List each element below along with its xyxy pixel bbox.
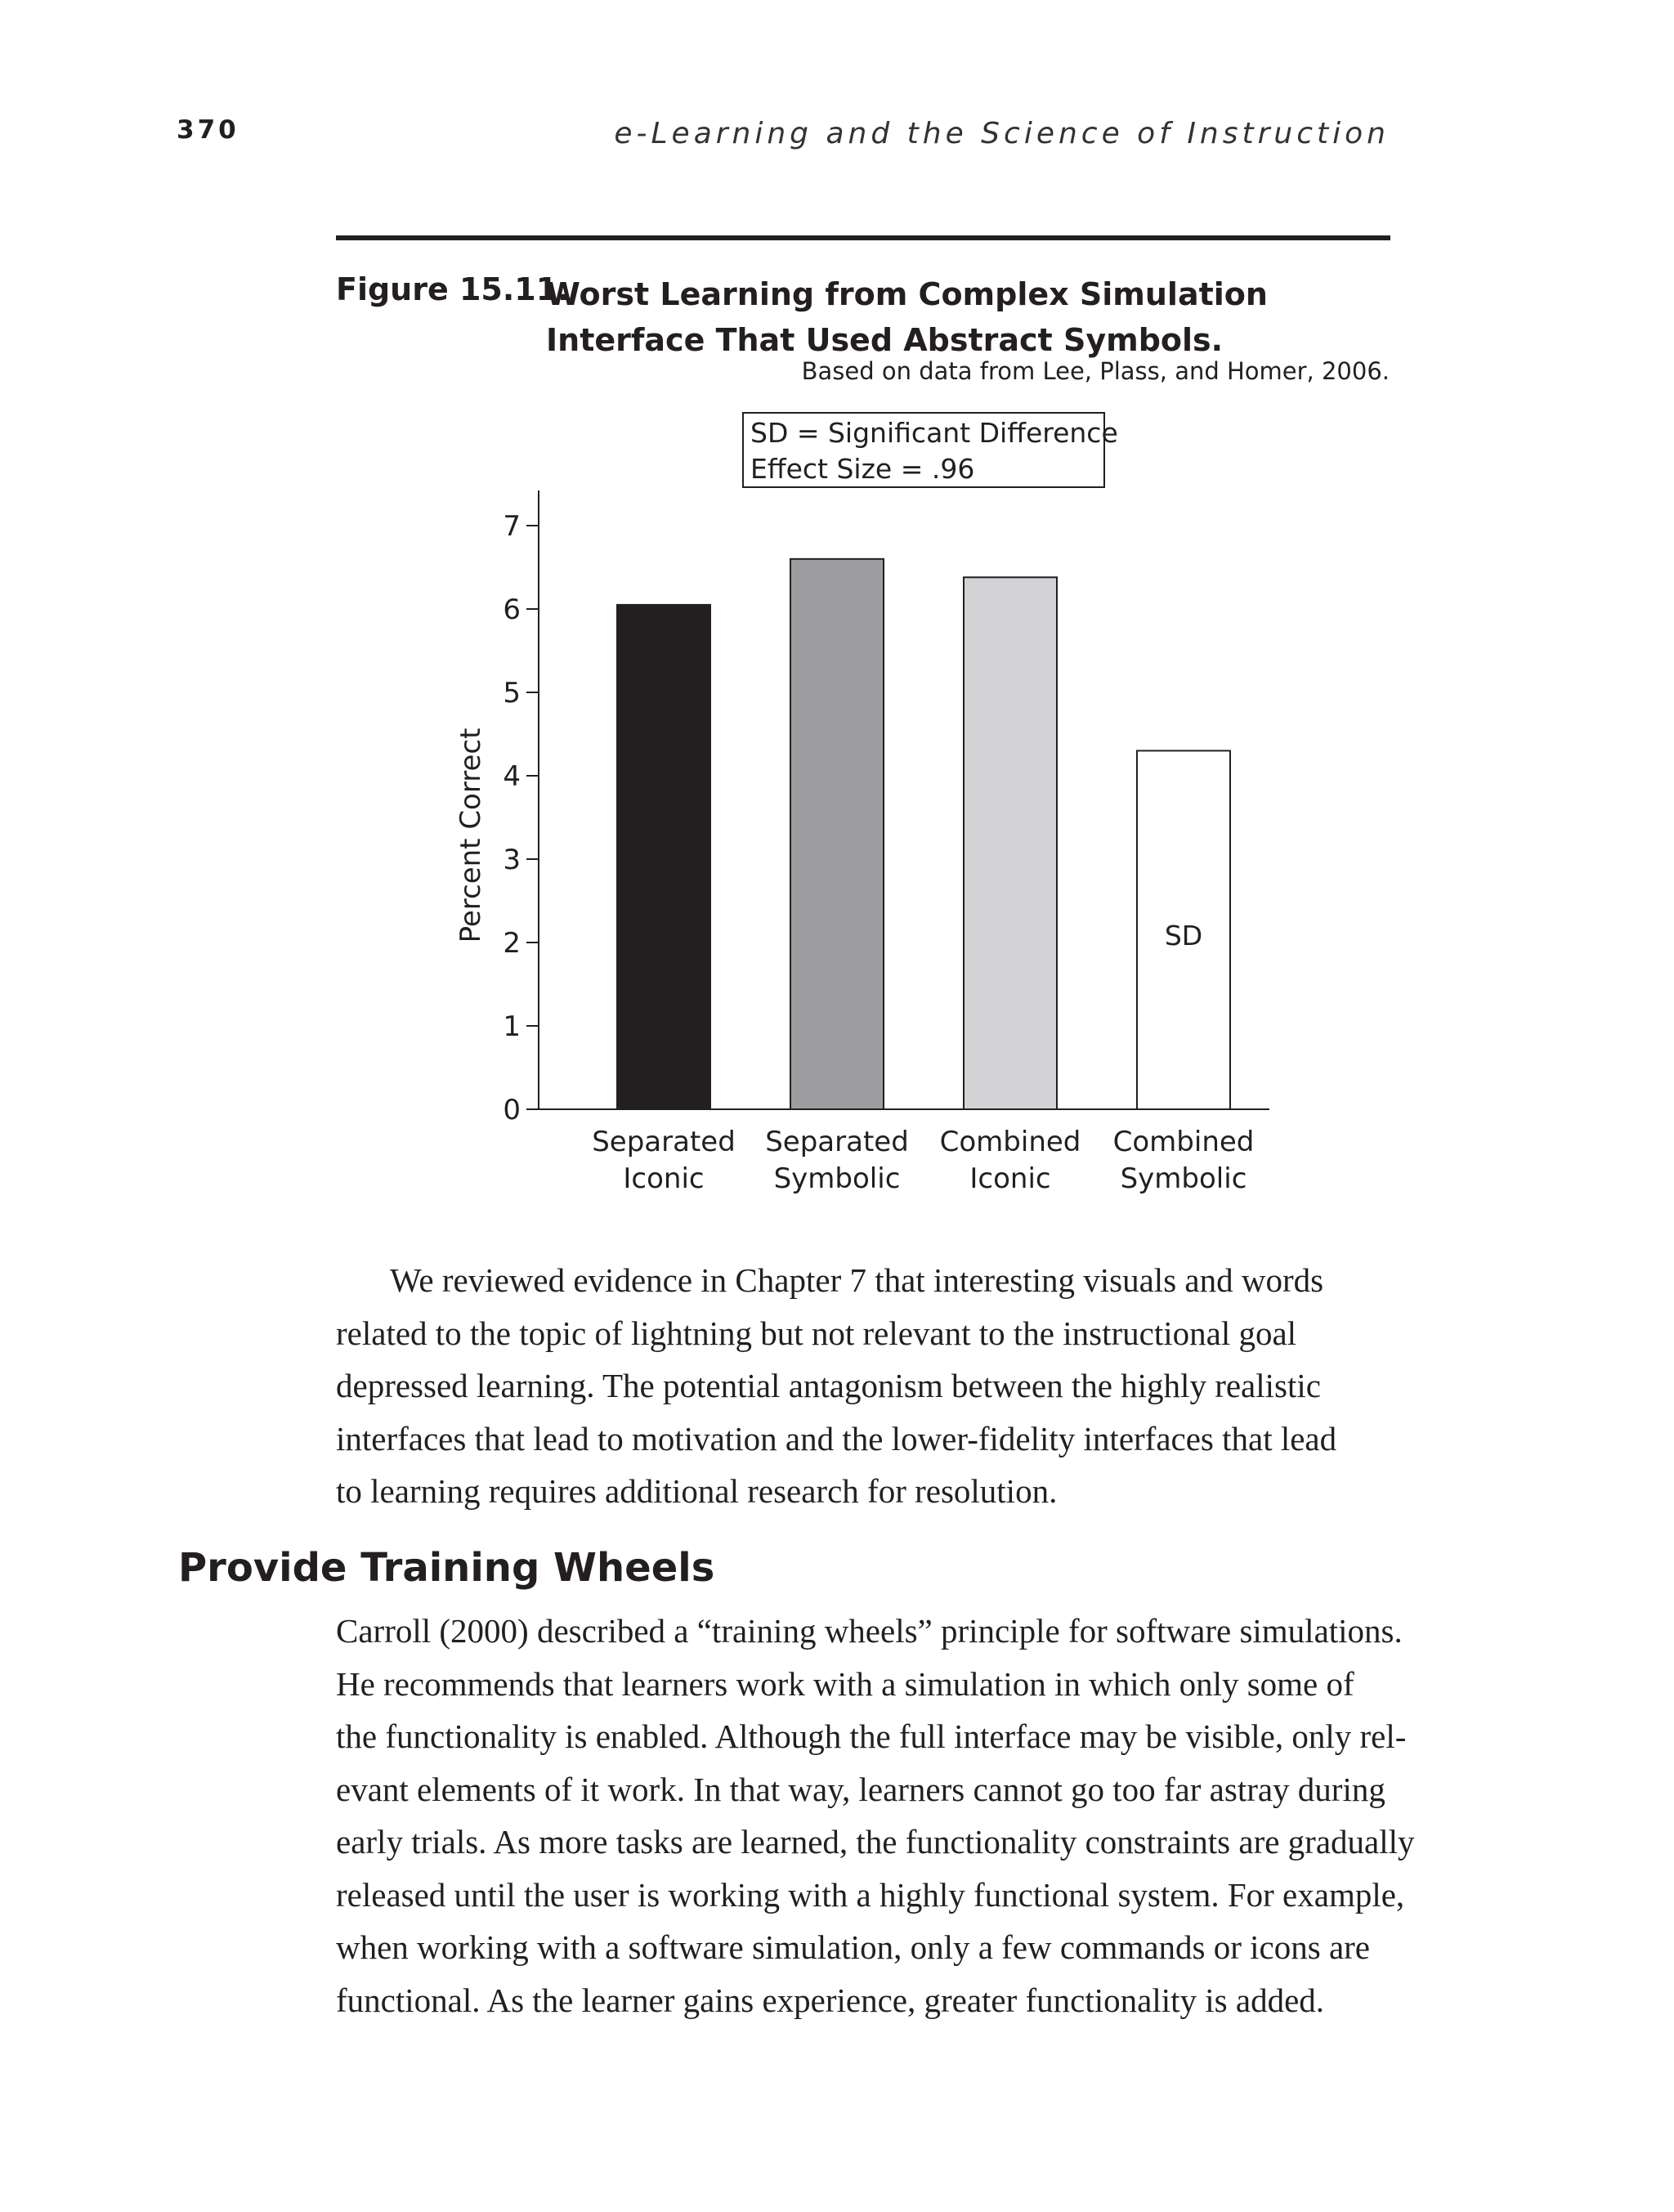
- figure-title: Worst Learning from Complex Simulation Interface That Used Abstract Symbols.: [546, 276, 1268, 358]
- y-axis-label: Percent Correct: [454, 728, 487, 943]
- text-line: interfaces that lead to motivation and the lower-fidelity interfaces that lead: [336, 1419, 1337, 1458]
- text-line: Carroll (2000) described a “training wheels” principle for software simulations.: [336, 1612, 1403, 1650]
- bar-annotation: SD: [1164, 920, 1203, 952]
- text-line: released until the user is working with a highly functional system. For example,: [336, 1875, 1405, 1914]
- bar-3: [964, 577, 1057, 1109]
- text-line: functional. As the learner gains experience, greater functionality is added.: [336, 1981, 1325, 2019]
- running-header: e-Learning and the Science of Instruction: [614, 117, 1390, 150]
- y-tick-label: 5: [503, 677, 521, 710]
- chart-legend-box: [743, 413, 1118, 487]
- figure-label: Figure 15.11.: [336, 271, 570, 307]
- x-category-label: Separated: [765, 1126, 909, 1158]
- text-line: early trials. As more tasks are learned, the functionality constraints are gradually: [336, 1823, 1415, 1860]
- text-line: related to the topic of lightning but not relevant to the instructional goal: [336, 1314, 1297, 1352]
- x-category-label: Iconic: [969, 1162, 1051, 1195]
- bar-1: [617, 605, 710, 1109]
- text-line: evant elements of it work. In that way, learners cannot go too far astray during: [336, 1770, 1385, 1808]
- x-category-label: Combined: [939, 1126, 1081, 1158]
- y-tick-label: 7: [503, 510, 521, 543]
- text-line: when working with a software simulation, only a few commands or icons are: [336, 1928, 1370, 1966]
- text-line: to learning requires additional research for resolution.: [336, 1472, 1058, 1510]
- figure-source: Based on data from Lee, Plass, and Homer, 2006.: [801, 357, 1390, 385]
- y-tick-label: 6: [503, 593, 521, 626]
- x-category-label: Symbolic: [773, 1162, 901, 1195]
- legend-line: SD = Significant Difference: [750, 417, 1118, 449]
- body-paragraph-1: [336, 1254, 1390, 1518]
- y-tick-label: 4: [503, 760, 521, 793]
- text-line: depressed learning. The potential antagonism between the highly realistic: [336, 1367, 1321, 1404]
- x-category-label: Separated: [592, 1126, 736, 1158]
- bar-2: [790, 559, 884, 1109]
- section-heading: Provide Training Wheels: [178, 1545, 715, 1591]
- text-line: the functionality is enabled. Although the full interface may be visible, only rel-: [336, 1717, 1407, 1755]
- page-number: 370: [177, 115, 239, 145]
- y-tick-label: 2: [503, 927, 521, 960]
- text-line: He recommends that learners work with a simulation in which only some of: [336, 1664, 1354, 1703]
- x-category-label: Combined: [1112, 1126, 1255, 1158]
- chart-bars: [617, 559, 1230, 1109]
- x-category-label: Symbolic: [1120, 1162, 1247, 1195]
- y-tick-label: 0: [503, 1094, 521, 1126]
- legend-line: Effect Size = .96: [750, 453, 975, 485]
- y-tick-label: 3: [503, 844, 521, 876]
- x-category-label: Iconic: [623, 1162, 705, 1195]
- body-paragraph-2: [336, 1605, 1415, 2026]
- y-tick-label: 1: [503, 1010, 521, 1043]
- text-line: We reviewed evidence in Chapter 7 that interesting visuals and words: [390, 1261, 1324, 1299]
